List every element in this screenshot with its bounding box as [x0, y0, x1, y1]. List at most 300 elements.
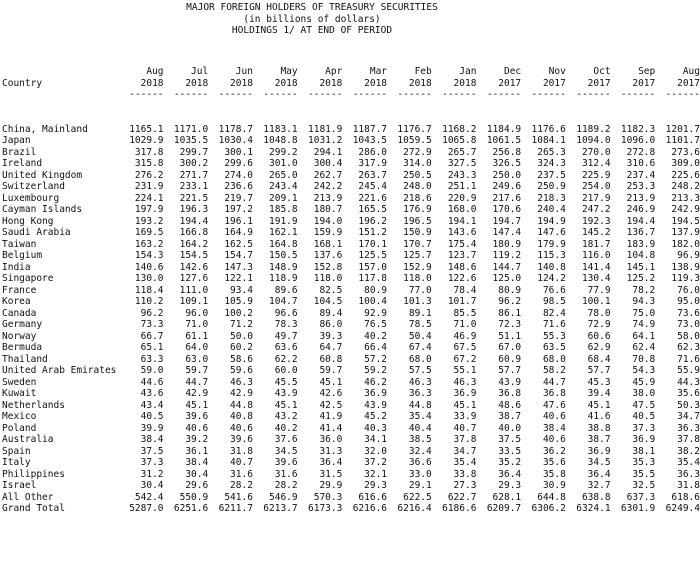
holding-value: 225.6 [671, 169, 700, 181]
column-year: 2017 [677, 77, 700, 89]
holding-value: 55.1 [453, 365, 477, 376]
holding-value: 196.3 [179, 204, 209, 215]
title-line: MAJOR FOREIGN HOLDERS OF TREASURY SECURITIES [186, 2, 438, 13]
holding-value: 80.9 [364, 284, 388, 296]
holding-value: 29.3 [364, 480, 388, 491]
table-row [2, 411, 700, 423]
holding-value: 209.1 [269, 192, 298, 204]
column-rule: ------ [397, 89, 432, 100]
holding-value: 80.9 [498, 284, 522, 296]
holding-value: 57.5 [408, 365, 432, 376]
holding-value: 29.6 [185, 480, 209, 491]
holding-value: 35.6 [677, 388, 700, 399]
country-name: Israel [2, 480, 37, 491]
holding-value: 59.7 [185, 365, 209, 376]
holding-value: 271.7 [179, 169, 209, 181]
holding-value: 72.3 [498, 319, 522, 330]
column-month: Jul [191, 66, 209, 77]
column-rule: ------ [442, 89, 477, 100]
holding-value: 78.5 [408, 319, 432, 330]
country-name: Netherlands [2, 399, 65, 411]
table-row [2, 181, 700, 193]
holding-value: 250.0 [492, 169, 522, 181]
holding-value: 37.3 [632, 422, 656, 434]
holding-value: 67.4 [408, 342, 432, 353]
holding-value: 46.3 [453, 376, 477, 388]
holding-value: 37.5 [498, 434, 522, 445]
holding-value: 77.9 [587, 284, 611, 296]
holding-value: 35.8 [542, 468, 566, 480]
holding-value: 123.7 [447, 250, 477, 261]
holding-value: 55.9 [677, 365, 700, 376]
column-month: Apr [325, 66, 343, 77]
holding-value: 63.3 [140, 353, 164, 365]
holding-value: 176.9 [403, 204, 432, 215]
holding-value: 119.3 [671, 273, 700, 284]
holding-value: 42.5 [319, 399, 343, 411]
holding-value: 6213.7 [263, 503, 298, 514]
holding-value: 40.6 [542, 434, 566, 445]
holding-value: 622.5 [403, 491, 432, 503]
holding-value: 65.1 [140, 342, 164, 353]
holding-value: 217.9 [581, 192, 611, 204]
holding-value: 45.1 [453, 399, 477, 411]
holding-value: 219.7 [224, 192, 253, 204]
holding-value: 125.2 [626, 273, 656, 284]
holding-value: 43.9 [364, 399, 388, 411]
column-year: 2017 [587, 77, 611, 89]
holding-value: 36.4 [587, 468, 611, 480]
holding-value: 43.6 [140, 388, 164, 399]
holding-value: 151.2 [358, 227, 388, 238]
holding-value: 1031.2 [308, 135, 343, 146]
holding-value: 1171.0 [173, 123, 209, 135]
holding-value: 225.9 [581, 169, 611, 181]
holding-value: 39.6 [230, 434, 253, 445]
holding-value: 118.0 [313, 273, 343, 284]
holding-value: 39.6 [185, 411, 209, 422]
table-row [2, 135, 700, 147]
holding-value: 50.3 [677, 399, 700, 411]
holding-value: 61.1 [185, 330, 209, 342]
holding-value: 60.8 [319, 353, 343, 365]
holding-value: 39.4 [587, 388, 611, 399]
column-rule: ------ [352, 89, 388, 100]
holding-value: 59.0 [140, 365, 164, 376]
holding-value: 33.5 [498, 445, 522, 457]
holding-value: 250.5 [403, 169, 432, 181]
holding-value: 71.0 [453, 319, 477, 330]
holding-value: 33.8 [453, 468, 477, 480]
holding-value: 36.9 [587, 445, 611, 457]
country-name: Canada [2, 307, 37, 319]
holding-value: 98.5 [542, 296, 566, 307]
holding-value: 326.5 [492, 158, 522, 169]
holding-value: 191.9 [269, 215, 298, 227]
country-name: Brazil [2, 146, 37, 158]
holding-value: 36.6 [408, 457, 432, 468]
table-row [2, 124, 700, 136]
holding-value: 38.8 [587, 422, 611, 434]
holding-value: 57.2 [364, 353, 388, 365]
holding-value: 312.4 [581, 158, 611, 169]
holding-value: 36.3 [677, 422, 700, 434]
holding-value: 327.5 [447, 158, 477, 169]
table-row [2, 193, 700, 205]
holding-value: 180.7 [313, 204, 343, 215]
holding-value: 105.9 [224, 296, 253, 307]
holding-value: 314.0 [403, 158, 432, 169]
holding-value: 71.6 [542, 319, 566, 330]
holding-value: 181.7 [581, 238, 611, 250]
holding-value: 300.4 [313, 158, 343, 169]
holding-value: 28.2 [274, 480, 298, 491]
holding-value: 147.6 [537, 227, 566, 238]
holding-value: 31.5 [319, 468, 343, 480]
holding-value: 40.3 [364, 422, 388, 434]
holding-value: 265.7 [447, 146, 477, 158]
table-row [2, 296, 700, 308]
holding-value: 1187.7 [352, 123, 388, 135]
holding-value: 192.3 [581, 215, 611, 227]
holding-value: 237.5 [537, 169, 566, 181]
holding-value: 196.1 [224, 215, 253, 227]
holding-value: 35.4 [677, 457, 700, 468]
holding-value: 31.8 [677, 480, 700, 491]
holding-value: 38.4 [542, 422, 566, 434]
holding-value: 162.1 [269, 227, 298, 238]
holding-value: 39.6 [274, 457, 298, 468]
holding-value: 143.6 [447, 227, 477, 238]
holding-value: 30.4 [185, 468, 209, 480]
holding-value: 73.0 [677, 319, 700, 330]
country-name: Singapore [2, 273, 54, 284]
table-row [2, 423, 700, 435]
column-country: Country [2, 77, 43, 89]
holding-value: 31.6 [230, 468, 253, 480]
header-year-row [2, 78, 700, 90]
holding-value: 145.2 [581, 227, 611, 238]
holding-value: 96.6 [274, 307, 298, 319]
holding-value: 62.9 [587, 342, 611, 353]
holding-value: 118.0 [403, 273, 432, 284]
country-name: Cayman Islands [2, 204, 83, 215]
holding-value: 616.6 [358, 491, 388, 503]
column-year: 2018 [364, 77, 388, 89]
column-rule: ------ [531, 89, 566, 100]
holding-value: 40.6 [542, 411, 566, 422]
holding-value: 43.9 [274, 388, 298, 399]
holding-value: 180.9 [492, 238, 522, 250]
table-row [2, 400, 700, 412]
holding-value: 179.9 [537, 238, 566, 250]
country-name: Sweden [2, 376, 37, 388]
holding-value: 41.4 [319, 422, 343, 434]
holding-value: 6306.2 [531, 503, 566, 514]
country-name: United Kingdom [2, 169, 83, 181]
holding-value: 317.8 [134, 146, 164, 158]
holding-value: 170.1 [358, 238, 388, 250]
holding-value: 6324.1 [576, 503, 611, 514]
holding-value: 40.4 [408, 422, 432, 434]
holding-value: 100.1 [581, 296, 611, 307]
subtitle-holdings: HOLDINGS 1/ AT END OF PERIOD [231, 25, 393, 36]
holding-value: 46.3 [408, 376, 432, 388]
holding-value: 163.2 [134, 238, 164, 250]
holding-value: 1084.1 [531, 135, 566, 146]
holding-value: 93.4 [230, 284, 253, 296]
holding-value: 32.0 [364, 445, 388, 457]
holding-value: 122.1 [224, 273, 253, 284]
header-month-row [2, 66, 700, 78]
holding-value: 64.7 [319, 342, 343, 353]
table-row [2, 204, 700, 216]
holding-value: 1061.5 [486, 135, 522, 146]
table-row [2, 503, 700, 515]
holding-value: 36.4 [319, 457, 343, 468]
holding-value: 6251.6 [173, 503, 209, 514]
holding-value: 104.7 [269, 296, 298, 307]
holding-value: 58.2 [542, 365, 566, 376]
holding-value: 39.2 [185, 434, 209, 445]
holding-value: 136.7 [626, 227, 656, 238]
holding-value: 51.1 [498, 330, 522, 342]
holding-value: 96.2 [498, 296, 522, 307]
holding-value: 36.8 [542, 388, 566, 399]
holding-value: 42.9 [185, 388, 209, 399]
holding-value: 36.9 [364, 388, 388, 399]
holding-value: 117.8 [358, 273, 388, 284]
holding-value: 50.4 [408, 330, 432, 342]
holding-value: 47.5 [632, 399, 656, 411]
holding-value: 1030.4 [218, 135, 253, 146]
holding-value: 6209.7 [486, 503, 522, 514]
holding-value: 63.6 [274, 342, 298, 353]
column-rule: ------ [218, 89, 253, 100]
holding-value: 224.1 [134, 192, 164, 204]
holding-value: 276.2 [134, 169, 164, 181]
table-row [2, 308, 700, 320]
holding-value: 1096.0 [620, 135, 656, 146]
holding-value: 60.9 [498, 353, 522, 365]
holding-value: 168.1 [313, 238, 343, 250]
column-year: 2017 [498, 77, 522, 89]
holding-value: 185.8 [269, 204, 298, 215]
holding-value: 249.6 [492, 181, 522, 192]
country-name: All Other [2, 491, 54, 503]
holding-value: 242.2 [313, 181, 343, 192]
country-name: Saudi Arabia [2, 227, 71, 238]
table-row [2, 147, 700, 159]
holding-value: 71.0 [185, 319, 209, 330]
holding-value: 250.9 [537, 181, 566, 192]
holding-value: 1065.8 [442, 135, 477, 146]
column-rule: ------ [576, 89, 611, 100]
holding-value: 45.3 [587, 376, 611, 388]
holding-value: 140.8 [537, 261, 566, 273]
column-year: 2018 [185, 77, 209, 89]
holding-value: 46.3 [230, 376, 253, 388]
holding-value: 73.3 [140, 319, 164, 330]
holding-value: 32.7 [587, 480, 611, 491]
holding-value: 175.4 [447, 238, 477, 250]
holding-value: 1165.1 [129, 123, 164, 135]
holding-value: 101.3 [403, 296, 432, 307]
holding-value: 122.6 [447, 273, 477, 284]
holding-value: 67.0 [498, 342, 522, 353]
column-year: 2018 [319, 77, 343, 89]
column-rule: ------ [308, 89, 343, 100]
holding-value: 246.9 [626, 204, 656, 215]
holding-value: 628.1 [492, 491, 522, 503]
holding-value: 1181.9 [308, 123, 343, 135]
holding-value: 265.3 [537, 146, 566, 158]
country-name: Korea [2, 296, 31, 307]
holding-value: 183.9 [626, 238, 656, 250]
table-row [2, 434, 700, 446]
holding-value: 78.3 [274, 319, 298, 330]
holding-value: 1168.2 [442, 123, 477, 135]
holding-value: 40.7 [230, 457, 253, 468]
holding-value: 36.9 [632, 434, 656, 445]
holding-value: 6249.4 [665, 503, 700, 514]
holding-value: 38.4 [140, 434, 164, 445]
holding-value: 44.8 [408, 399, 432, 411]
country-name: India [2, 261, 31, 273]
holding-value: 95.0 [677, 296, 700, 307]
holding-value: 71.6 [677, 353, 700, 365]
holding-value: 86.0 [319, 319, 343, 330]
column-month: Dec [503, 66, 522, 77]
holding-value: 147.3 [224, 261, 253, 273]
holding-value: 29.3 [498, 480, 522, 491]
holding-value: 251.1 [447, 181, 477, 192]
holding-value: 72.9 [587, 319, 611, 330]
holding-value: 194.7 [492, 215, 522, 227]
spacer-cell [2, 112, 700, 124]
holding-value: 38.1 [632, 445, 656, 457]
holding-value: 41.6 [587, 411, 611, 422]
holding-value: 317.9 [358, 158, 388, 169]
holding-value: 58.6 [230, 353, 253, 365]
holding-value: 150.9 [403, 227, 432, 238]
holding-value: 77.0 [408, 284, 432, 296]
holding-value: 116.0 [581, 250, 611, 261]
holding-value: 310.6 [626, 158, 656, 169]
holding-value: 300.1 [224, 146, 253, 158]
holding-value: 6211.7 [218, 503, 253, 514]
country-name: France [2, 284, 37, 296]
holding-value: 213.3 [671, 192, 700, 204]
holding-value: 62.3 [677, 342, 700, 353]
holding-value: 28.2 [230, 480, 253, 491]
table-row [2, 377, 700, 389]
holding-value: 29.1 [408, 480, 432, 491]
table-row [2, 170, 700, 182]
column-month: Mar [369, 66, 388, 77]
holding-value: 154.3 [134, 250, 164, 261]
holding-value: 253.3 [626, 181, 656, 192]
holding-value: 36.1 [185, 445, 209, 457]
holding-value: 1035.5 [173, 135, 209, 146]
column-month: Feb [414, 66, 432, 77]
table-row [2, 457, 700, 469]
holding-value: 85.5 [453, 307, 477, 319]
holding-value: 142.6 [179, 261, 209, 273]
table-row [2, 480, 700, 492]
holding-value: 218.6 [403, 192, 432, 204]
table-row [2, 354, 700, 366]
holding-value: 43.2 [274, 411, 298, 422]
holding-value: 169.5 [134, 227, 164, 238]
column-month: Aug [682, 66, 700, 77]
holding-value: 89.6 [274, 284, 298, 296]
holding-value: 546.9 [269, 491, 298, 503]
holding-value: 35.4 [408, 411, 432, 422]
column-month: Oct [593, 66, 611, 77]
holding-value: 243.4 [269, 181, 298, 192]
holding-value: 40.0 [498, 422, 522, 434]
holding-value: 541.6 [224, 491, 253, 503]
holding-value: 62.2 [274, 353, 298, 365]
spacer-cell [2, 101, 700, 113]
holding-value: 170.6 [492, 204, 522, 215]
holding-value: 31.6 [274, 468, 298, 480]
holding-value: 36.3 [677, 468, 700, 480]
holding-value: 38.7 [498, 411, 522, 422]
holding-value: 152.8 [313, 261, 343, 273]
holding-value: 130.4 [581, 273, 611, 284]
holding-value: 34.5 [274, 445, 298, 457]
holding-value: 40.6 [230, 422, 253, 434]
holding-value: 245.4 [358, 181, 388, 192]
holding-value: 138.9 [671, 261, 700, 273]
holding-value: 6216.4 [397, 503, 432, 514]
holding-value: 32.4 [408, 445, 432, 457]
holding-value: 68.0 [542, 353, 566, 365]
holding-value: 6173.3 [308, 503, 343, 514]
holding-value: 40.7 [453, 422, 477, 434]
holding-value: 299.2 [269, 146, 298, 158]
column-year: 2017 [632, 77, 656, 89]
holding-value: 194.1 [447, 215, 477, 227]
holding-value: 148.9 [269, 261, 298, 273]
country-name: United Arab Emirates [2, 365, 117, 376]
column-year: 2018 [274, 77, 298, 89]
holding-value: 40.2 [274, 422, 298, 434]
table-row [2, 342, 700, 354]
holding-value: 137.6 [313, 250, 343, 261]
holding-value: 263.7 [358, 169, 388, 181]
column-year: 2018 [230, 77, 253, 89]
spacer-row [2, 112, 700, 124]
table-row [2, 239, 700, 251]
holding-value: 104.8 [626, 250, 656, 261]
holding-value: 39.9 [140, 422, 164, 434]
holding-value: 148.6 [447, 261, 477, 273]
holding-value: 36.4 [498, 468, 522, 480]
table-row [2, 469, 700, 481]
holding-value: 125.0 [492, 273, 522, 284]
holding-value: 89.4 [319, 307, 343, 319]
holding-value: 274.0 [224, 169, 253, 181]
holding-value: 35.6 [542, 457, 566, 468]
report-title [0, 2, 624, 37]
holding-value: 35.2 [498, 457, 522, 468]
holding-value: 31.8 [230, 445, 253, 457]
holding-value: 119.2 [492, 250, 522, 261]
holding-value: 6301.9 [620, 503, 656, 514]
